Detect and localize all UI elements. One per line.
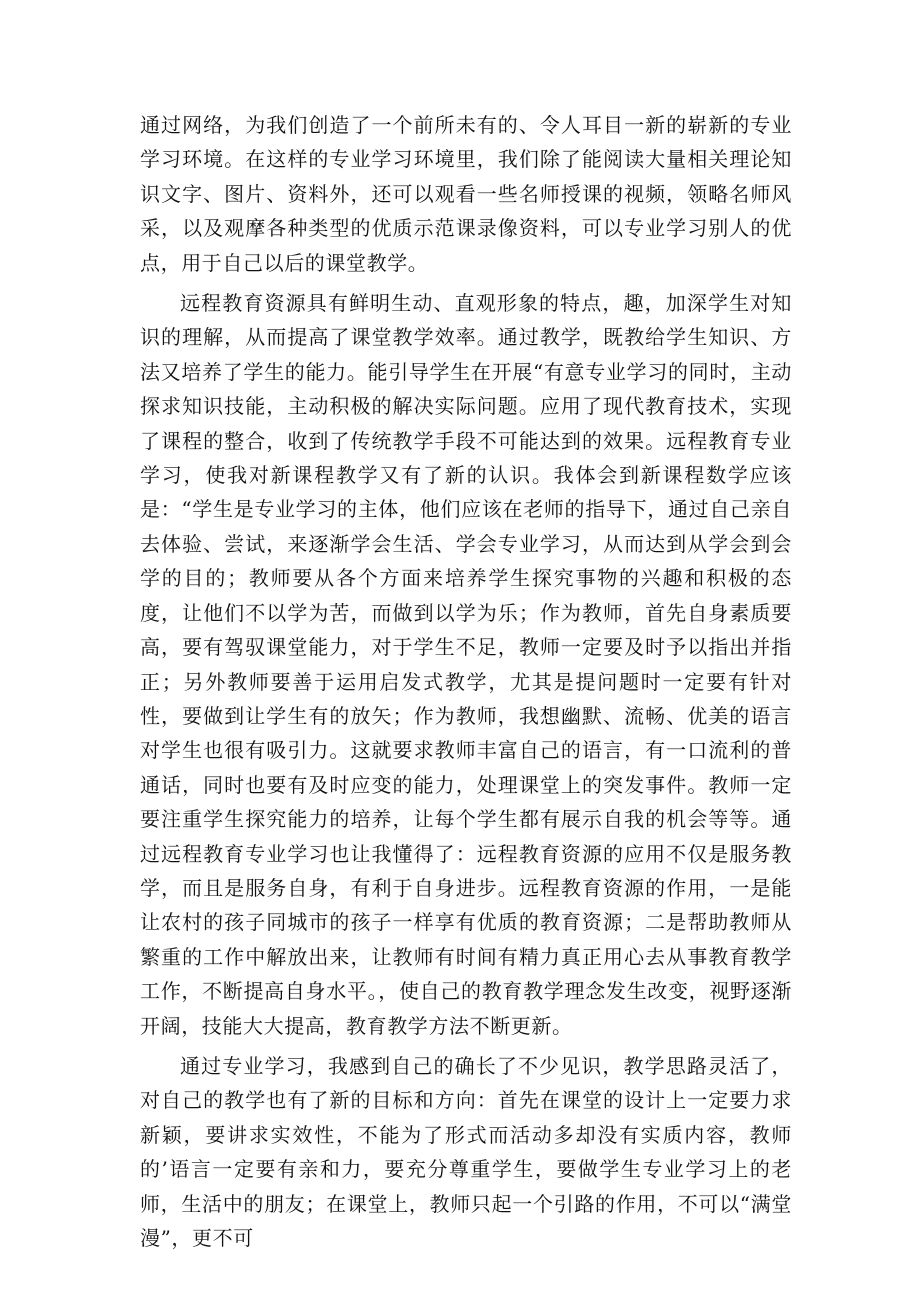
document-body — [140, 108, 792, 1261]
paragraph-2: 远程教育资源具有鲜明生动、直观形象的特点，趣，加深学生对知识的理解，从而提高了课堂教学效率。通过教学，既教给学生知识、方法又培养了学生的能力。能引导学生在开展“有意专业学习的同时，主动探求知识技能，主动积极的解决实际问题。应用了现代教育技术，实现了课程的整合，收到了传统教学手段不可能达到的效果。远程教育专业学习，使我对新课程教学又有了新的认识。我体会到新课程数学应该是：“学生是专业学习的主体，他们应该在老师的指导下，通过自己亲自去体验、尝试，来逐渐学会生活、学会专业学习，从而达到从学会到会学的目的；教师要从各个方面来培养学生探究事物的兴趣和积极的态度，让他们不以学为苦，而做到以学为乐；作为教师，首先自身素质要高，要有驾驭课堂能力，对于学生不足，教师一定要及时予以指出并指正；另外教师要善于运用启发式教学，尤其是提问题时一定要有针对性，要做到让学生有的放矢；作为教师，我想幽默、流畅、优美的语言对学生也很有吸引力。这就要求教师丰富自己的语言，有一口流利的普通话，同时也要有及时应变的能力，处理课堂上的突发事件。教师一定要注重学生探究能力的培养，让每个学生都有展示自我的机会等等。通过远程教育专业学习也让我懂得了：远程教育资源的应用不仅是服务教学，而且是服务自身，有利于自身进步。远程教育资源的作用，一是能让农村的孩子同城市的孩子一样享有优质的教育资源；二是帮助教师从繁重的工作中解放出来，让教师有时间有精力真正用心去从事教育教学工作，不断提高自身水平。，使自己的教育教学理念发生改变，视野逐渐开阔，技能大大提高，教育教学方法不断更新。 — [140, 291, 792, 1038]
paragraph-1: 通过网络，为我们创造了一个前所未有的、令人耳目一新的崭新的专业学习环境。在这样的专业学习环境里，我们除了能阅读大量相关理论知识文字、图片、资料外，还可以观看一些名师授课的视频，领略名师风采，以及观摩各种类型的优质示范课录像资料，可以专业学习别人的优点，用于自己以后的课堂教学。 — [140, 113, 792, 275]
paragraph-3: 通过专业学习，我感到自己的确长了不少见识，教学思路灵活了，对自己的教学也有了新的目标和方向：首先在课堂的设计上一定要力求新颖，要讲求实效性，不能为了形式而活动多却没有实质内容，教师的’语言一定要有亲和力，要充分尊重学生，要做学生专业学习上的老师，生活中的朋友；在课堂上，教师只起一个引路的作用，不可以“满堂漫”，更不可 — [140, 1053, 792, 1250]
